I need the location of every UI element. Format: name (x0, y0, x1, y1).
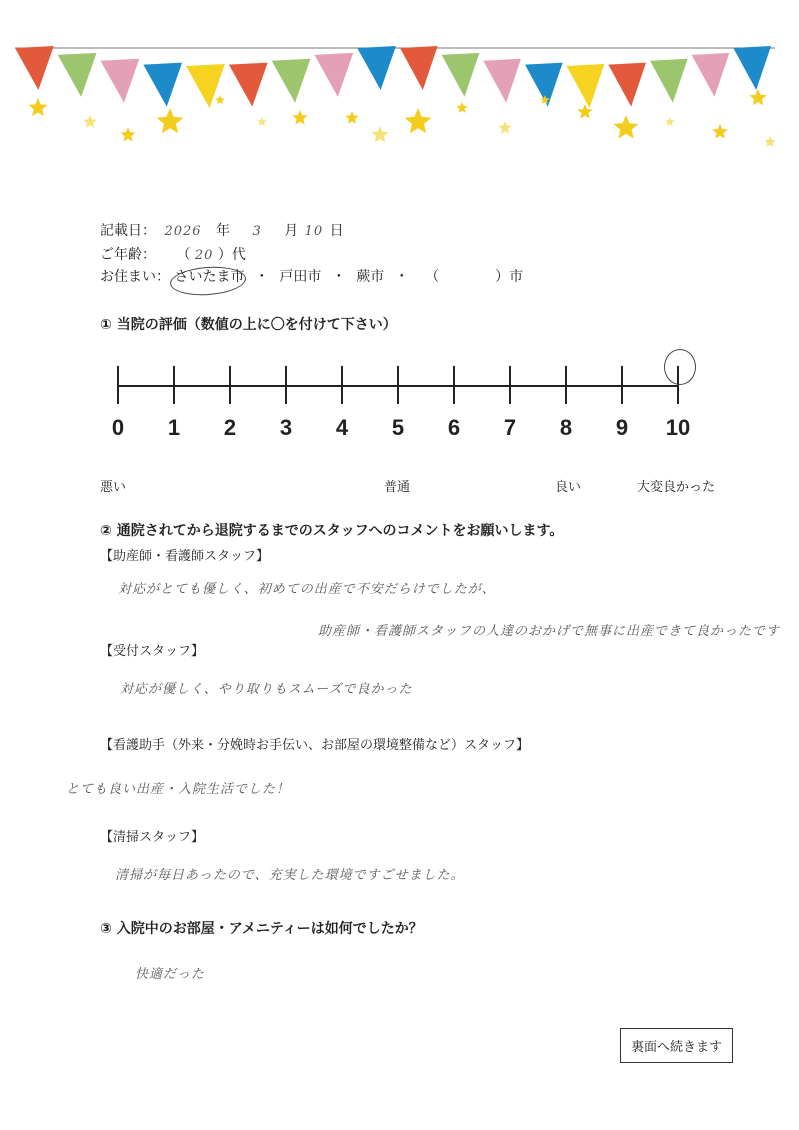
star-icon (83, 115, 96, 128)
bunting-flag (314, 53, 353, 97)
scale-tick (621, 366, 623, 404)
month-unit: 月 (284, 223, 299, 239)
comment-midwife-line2: 助産師・看護師スタッフの人達のおかげで無事に出産できて良かったです (318, 624, 781, 639)
star-icon (345, 111, 358, 124)
scale-number-0[interactable]: 0 (111, 415, 125, 440)
separator: ・ (331, 269, 346, 285)
heading-midwife-nurse: 【助産師・看護師スタッフ】 (100, 549, 270, 564)
scale-tick (117, 366, 119, 404)
star-icon (257, 117, 267, 126)
residence-option-toda: 戸田市 (279, 269, 322, 285)
star-icon (614, 115, 639, 139)
label-very-good: 大変良かった (637, 480, 716, 495)
bunting-flag (608, 63, 646, 107)
bunting-flag (272, 59, 311, 103)
star-icon (456, 102, 467, 113)
star-icon (371, 126, 388, 142)
residence-other: （ ）市 (425, 269, 524, 285)
scale-tick (509, 366, 511, 404)
scale-tick (285, 366, 287, 404)
date-label: 記載日： (100, 223, 156, 239)
comment-cleaning: 清掃が毎日あったので、充実した環境ですごせました。 (115, 868, 465, 883)
residence-row (100, 266, 523, 286)
scale-tick (173, 366, 175, 404)
comment-midwife-line1: 対応がとても優しく、初めての出産で不安だらけでしたが、 (118, 582, 496, 597)
bunting-flag (357, 46, 396, 90)
age-close: ）代 (217, 247, 246, 263)
section3-title: ③ 入院中のお部屋・アメニティーは如何でしたか？ (100, 921, 423, 937)
separator: ・ (254, 269, 269, 285)
bunting-flag (229, 63, 268, 107)
bunting-flag (733, 46, 771, 90)
scale-number-8[interactable]: 8 (559, 415, 573, 440)
age-value: 20 (194, 248, 214, 263)
star-icon (498, 121, 511, 134)
scale-number-5[interactable]: 5 (391, 415, 405, 440)
scale-number-6[interactable]: 6 (447, 415, 461, 440)
label-bad: 悪い (100, 480, 127, 495)
label-normal: 普通 (384, 480, 411, 495)
scale-tick (397, 366, 399, 404)
label-good: 良い (555, 480, 582, 495)
year-unit: 年 (216, 223, 230, 239)
residence-label: お住まい： (100, 269, 170, 285)
star-icon (577, 104, 592, 119)
age-row (100, 244, 246, 264)
date-year: 2026 (164, 224, 202, 239)
bunting-flag (442, 53, 480, 97)
scale-tick (565, 366, 567, 404)
age-label: ご年齢： (100, 247, 156, 263)
scale-tick (341, 366, 343, 404)
bunting-flag (58, 53, 97, 97)
comment-room-amenity: 快適だった (135, 967, 206, 982)
residence-option-warabi: 蕨市 (356, 269, 385, 285)
scale-number-10[interactable]: 10 (665, 415, 691, 440)
heading-nursing-assistant: 【看護助手（外来・分娩時お手伝い、お部屋の環境整備など）スタッフ】 (100, 738, 530, 753)
age-open: （ (176, 247, 191, 263)
bunting-flag (15, 46, 54, 90)
scale-number-4[interactable]: 4 (335, 415, 349, 440)
date-month: 3 (252, 224, 262, 239)
scale-tick (229, 366, 231, 404)
scale-number-3[interactable]: 3 (279, 415, 293, 440)
bunting-flag (101, 59, 140, 103)
scale-number-1[interactable]: 1 (167, 415, 181, 440)
star-icon (749, 89, 766, 105)
comment-reception: 対応が優しく、やり取りもスムーズで良かった (120, 682, 413, 697)
selected-rating-circle (664, 349, 696, 385)
date-day: 10 (304, 224, 324, 239)
bunting-flag (483, 59, 521, 103)
star-icon (120, 127, 135, 142)
section1-title: ① 当院の評価（数値の上に〇を付けて下さい） (100, 317, 397, 333)
bunting-flag (143, 63, 182, 107)
star-icon (292, 110, 307, 125)
comment-nursing-assistant: とても良い出産・入院生活でした！ (66, 782, 291, 797)
heading-cleaning: 【清掃スタッフ】 (100, 830, 205, 845)
star-icon (665, 117, 675, 126)
scale-number-2[interactable]: 2 (223, 415, 237, 440)
scale-number-9[interactable]: 9 (615, 415, 629, 440)
section2-title: ② 通院されてから退院するまでのスタッフへのコメントをお願いします。 (100, 523, 564, 539)
bunting-flag (650, 59, 688, 103)
scale-tick (453, 366, 455, 404)
bunting-flag (400, 46, 438, 90)
day-unit: 日 (329, 223, 344, 239)
star-icon (215, 95, 225, 104)
scale-number-7[interactable]: 7 (503, 415, 517, 440)
star-icon (712, 124, 727, 139)
star-icon (29, 98, 48, 116)
star-icon (405, 108, 432, 133)
bunting-flag (567, 64, 605, 108)
heading-reception: 【受付スタッフ】 (100, 644, 205, 659)
separator: ・ (394, 269, 409, 285)
star-icon (764, 136, 775, 147)
date-row (100, 220, 344, 240)
residence-option-saitama: さいたま市 (174, 269, 248, 285)
continue-on-back-note: 裏面へ続きます (620, 1028, 733, 1063)
star-icon (157, 108, 184, 133)
bunting-flag (692, 53, 730, 97)
bunting-decoration (0, 0, 799, 170)
